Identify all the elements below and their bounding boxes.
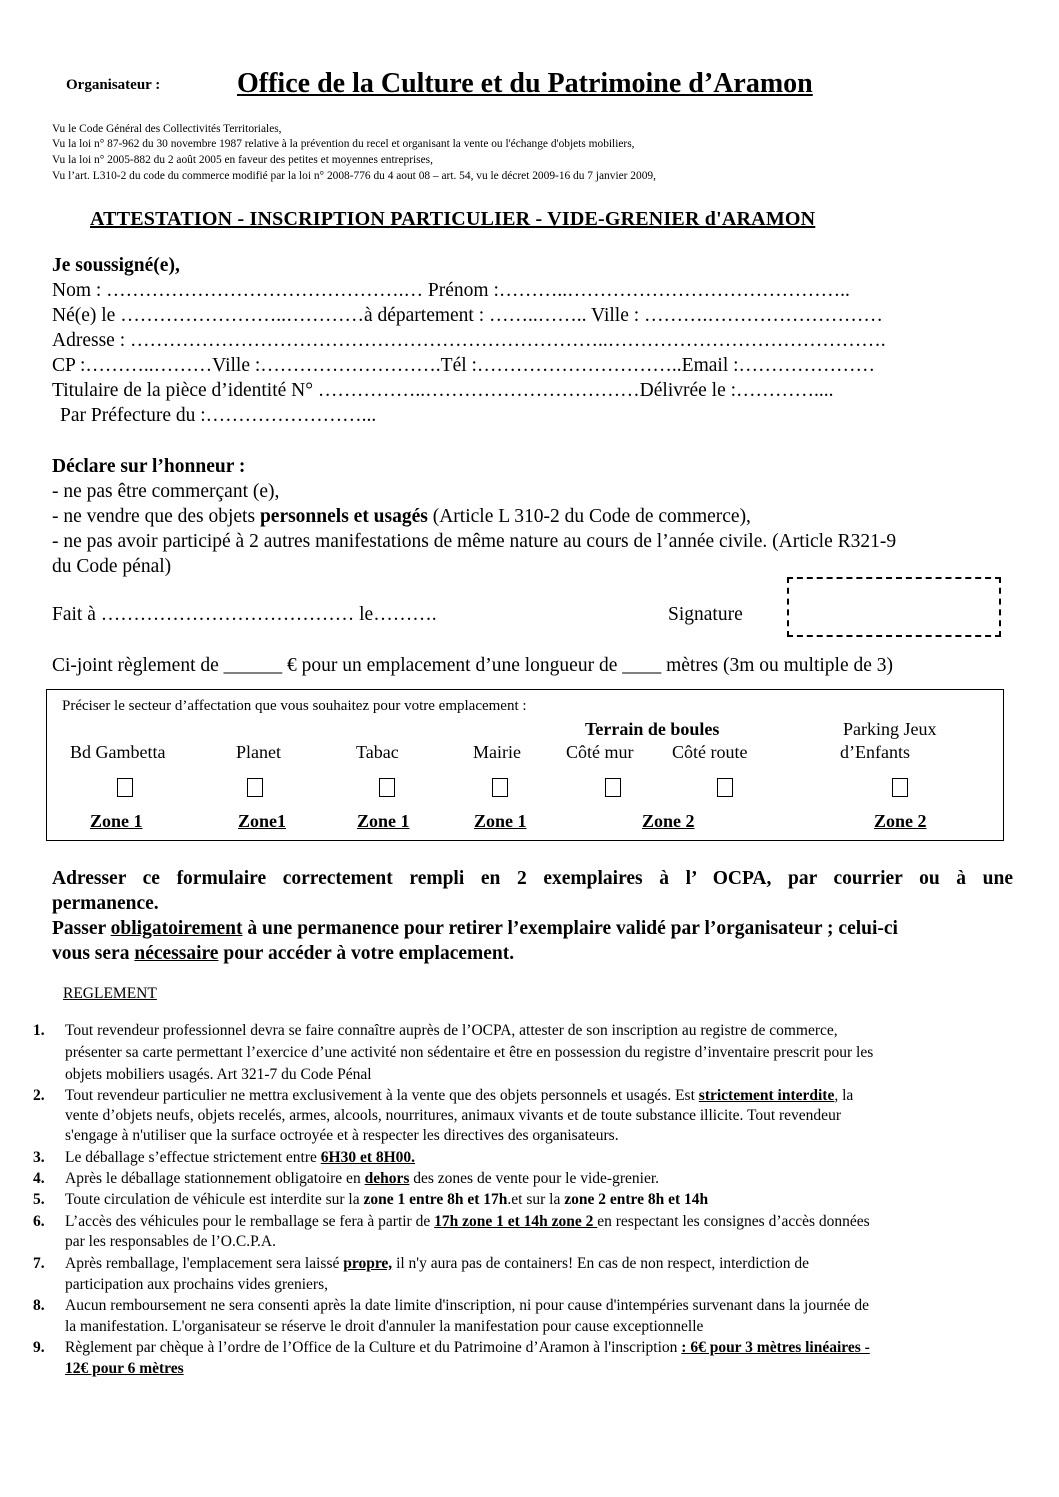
declaration-heading: Déclare sur l’honneur : — [52, 456, 246, 477]
id-document-line[interactable]: Titulaire de la pièce d’identité N° ……………..……………………………Délivrée le :………….... — [52, 380, 834, 401]
rule-text: vente d’objets neufs, objets recelés, armes, alcools, nourritures, animaux vivants et de toute substance illicite. Tout revendeur — [65, 1107, 841, 1124]
rule-text: s'engage à n'utiliser que la surface octroyée et à respecter les directives des organisateurs. — [65, 1127, 619, 1144]
name-line[interactable]: Nom : ……………………………………….… Prénom :………..…………………………………….. — [52, 280, 850, 301]
column-label-cote-mur: Côté mur — [566, 742, 634, 762]
signature-label: Signature — [668, 604, 743, 625]
payment-line[interactable]: Ci-joint règlement de ______ € pour un emplacement d’une longueur de ____ mètres (3m ou multiple de 3) — [52, 655, 894, 676]
reglement-heading: REGLEMENT — [63, 985, 157, 1002]
rule-number: 8. — [33, 1297, 45, 1314]
rule-text: objets mobiliers usagés. Art 321-7 du Code Pénal — [65, 1066, 372, 1083]
rule-number: 9. — [33, 1339, 45, 1356]
organizer-name: Office de la Culture et du Patrimoine d’Aramon — [237, 68, 813, 99]
column-label-planet: Planet — [236, 742, 281, 762]
declaration-item: - ne vendre que des objets personnels et usagés (Article L 310-2 du Code de commerce), — [52, 506, 751, 527]
rule-text: la manifestation. L'organisateur se réserve le droit d'annuler la manifestation pour cause exceptionnelle — [65, 1318, 704, 1335]
zone-prompt: Préciser le secteur d’affectation que vous souhaitez pour votre emplacement : — [62, 698, 527, 714]
zone-label: Zone 1 — [474, 811, 527, 831]
column-label-cote-route: Côté route — [672, 742, 748, 762]
organizer-label: Organisateur : — [66, 77, 161, 93]
declaration-item-cont: du Code pénal) — [52, 556, 172, 577]
rule-text: Règlement par chèque à l’ordre de l’Office de la Culture et du Patrimoine d’Aramon à l'inscription : 6€ pour 3 mètres linéaires - — [65, 1339, 870, 1356]
rule-text: 12€ pour 6 mètres — [65, 1360, 184, 1377]
checkbox-cote-route[interactable] — [717, 778, 733, 797]
rule-number: 1. — [33, 1022, 45, 1039]
checkbox-parking-jeux[interactable] — [892, 778, 908, 797]
legal-line: Vu le Code Général des Collectivités Territoriales, — [52, 123, 282, 135]
column-label-bd-gambetta: Bd Gambetta — [70, 742, 166, 762]
rule-number: 5. — [33, 1191, 45, 1208]
contact-line[interactable]: CP :………..………Ville :……………………….Tél :…………………………..Email :………………… — [52, 355, 876, 376]
birth-line[interactable]: Né(e) le ……………………..…………à département : ……..…….. Ville : ……….……………………… — [52, 305, 883, 326]
instructions-line: Passer obligatoirement à une permanence pour retirer l’exemplaire validé par l’organisateur ; celui-ci — [52, 918, 898, 939]
declaration-item: - ne pas avoir participé à 2 autres manifestations de même nature au cours de l’année civile. (Article R321-9 — [52, 531, 897, 552]
form-title: ATTESTATION - INSCRIPTION PARTICULIER - VIDE-GRENIER d'ARAMON — [90, 208, 816, 230]
column-label-mairie: Mairie — [473, 742, 521, 762]
zone-label: Zone 1 — [90, 811, 143, 831]
checkbox-tabac[interactable] — [379, 778, 395, 797]
legal-line: Vu la loi n° 87-962 du 30 novembre 1987 relative à la prévention du recel et organisant la vente ou l'échange d'objets mobiliers, — [52, 138, 635, 150]
terrain-group-label: Terrain de boules — [585, 719, 720, 739]
rule-text: Après remballage, l'emplacement sera laissé propre, il n'y aura pas de containers! En cas de non respect, interdiction de — [65, 1255, 810, 1272]
instructions-line: permanence. — [52, 893, 159, 914]
rule-number: 7. — [33, 1255, 45, 1272]
prefecture-line[interactable]: Par Préfecture du :……………………... — [60, 405, 377, 426]
column-label-tabac: Tabac — [356, 742, 399, 762]
instructions-line: vous sera nécessaire pour accéder à votre emplacement. — [52, 943, 515, 964]
signature-box[interactable] — [787, 577, 1001, 637]
rule-number: 4. — [33, 1170, 45, 1187]
rule-text: présenter sa carte permettant l’exercice d’une activité non sédentaire et être en possession du registre d’inventaire prescrit pour les — [65, 1044, 874, 1061]
rule-number: 6. — [33, 1213, 45, 1230]
rule-text: Aucun remboursement ne sera consenti après la date limite d'inscription, ni pour cause d'intempéries survenant dans la journée de — [65, 1297, 870, 1314]
rule-text: participation aux prochains vides greniers, — [65, 1276, 328, 1293]
rule-number: 2. — [33, 1087, 45, 1104]
checkbox-cote-mur[interactable] — [605, 778, 621, 797]
rule-text: Toute circulation de véhicule est interdite sur la zone 1 entre 8h et 17h.et sur la zone 2 entre 8h et 14h — [65, 1191, 709, 1208]
rule-text: Tout revendeur professionnel devra se faire connaître auprès de l’OCPA, attester de son inscription au registre de commerce, — [65, 1022, 838, 1039]
parking-group-label: Parking Jeux — [843, 719, 937, 739]
parking-group-label-2: d’Enfants — [840, 742, 910, 762]
rule-number: 3. — [33, 1149, 45, 1166]
identity-heading: Je soussigné(e), — [52, 255, 180, 276]
instructions-line: Adresser ce formulaire correctement rempli en 2 exemplaires à l’ OCPA, par courrier ou à une — [52, 868, 1013, 889]
address-line[interactable]: Adresse : ………………………………………………………………..……………………………………. — [52, 330, 886, 351]
legal-line: Vu la loi n° 2005-882 du 2 août 2005 en faveur des petites et moyennes entreprises, — [52, 154, 433, 166]
zone-label-parking: Zone 2 — [874, 811, 927, 831]
checkbox-bd-gambetta[interactable] — [117, 778, 133, 797]
checkbox-mairie[interactable] — [492, 778, 508, 797]
checkbox-planet[interactable] — [247, 778, 263, 797]
rule-text: L’accès des véhicules pour le remballage se fera à partir de 17h zone 1 et 14h zone 2 en respectant les consignes d’accès données — [65, 1213, 870, 1230]
zone-label-terrain: Zone 2 — [642, 811, 695, 831]
rule-text: Après le déballage stationnement obligatoire en dehors des zones de vente pour le vide-grenier. — [65, 1170, 660, 1187]
zone-label: Zone1 — [238, 811, 287, 831]
zone-label: Zone 1 — [357, 811, 410, 831]
rule-text: Tout revendeur particulier ne mettra exclusivement à la vente que des objets personnels et usagés. Est strictement interdite, la — [65, 1087, 854, 1104]
declaration-item: - ne pas être commerçant (e), — [52, 481, 280, 502]
rule-text: Le déballage s’effectue strictement entre 6H30 et 8H00. — [65, 1149, 416, 1166]
rule-text: par les responsables de l’O.C.P.A. — [65, 1233, 276, 1250]
place-date-line[interactable]: Fait à ………………………………… le………. — [52, 604, 437, 625]
legal-line: Vu l’art. L310-2 du code du commerce modifié par la loi n° 2008-776 du 4 aout 08 – art. 54, vu le décret 2009-16 du 7 janvier 2009, — [52, 170, 656, 182]
